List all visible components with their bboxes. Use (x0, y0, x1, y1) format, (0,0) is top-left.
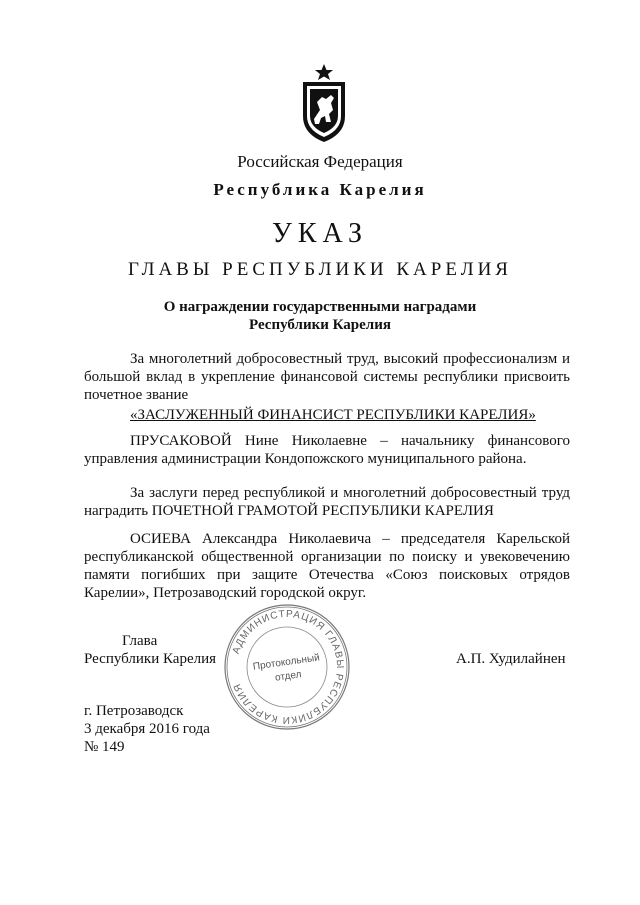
country-name: Российская Федерация (237, 152, 403, 171)
subject-line-2: Республики Карелия (249, 317, 391, 333)
subject-line-1: О награждении государственными наградами (163, 299, 477, 315)
document-number: № 149 (84, 739, 125, 755)
award-title: «ЗАСЛУЖЕННЫЙ ФИНАНСИСТ РЕСПУБЛИКИ КАРЕЛИЯ» (130, 407, 536, 423)
paragraph-awardee-1: ПРУСАКОВОЙ Нине Николаевне – начальнику финансового управления администрации Кондопожского муниципального района. (84, 433, 570, 467)
official-stamp (222, 602, 352, 732)
signatory-position-line-2: Республики Карелия (84, 651, 217, 667)
stamp-seal-icon (222, 602, 352, 732)
award-title-line (84, 406, 570, 424)
issue-city: г. Петрозаводск (84, 703, 184, 719)
stamp-ring-text: АДМИНИСТРАЦИЯ ГЛАВЫ РЕСПУБЛИКИ КАРЕЛИЯ (230, 608, 346, 726)
decree-subject (0, 298, 640, 334)
republic-name: Республика Карелия (213, 180, 427, 199)
stamp-center-line-2: отдел (274, 669, 303, 684)
paragraph-awardee-2: ОСИЕВА Александра Николаевича – председателя Карельской республиканской общественной организации по поиску и увековечению памяти погибших при защите Отечества «Союз поисковых отрядов Карелии», Петрозаводский городской округ. (84, 531, 570, 601)
stamp-center-line-1: Протокольный (252, 652, 321, 673)
signatory-position-line-1: Глава (122, 633, 158, 649)
karelia-coat-of-arms-icon (298, 64, 350, 144)
paragraph-certificate-reason: За заслуги перед республикой и многолетний добросовестный труд наградить ПОЧЕТНОЙ ГРАМОТОЙ РЕСПУБЛИКИ КАРЕЛИЯ (84, 485, 570, 519)
paragraph-award-reason: За многолетний добросовестный труд, высокий профессионализм и большой вклад в укрепление финансовой системы республики присвоить почетное звание (84, 351, 570, 403)
issuer-title: ГЛАВЫ РЕСПУБЛИКИ КАРЕЛИЯ (128, 259, 512, 280)
signatory-name: А.П. Худилайнен (456, 651, 566, 667)
document-type: УКАЗ (271, 218, 369, 249)
issue-date: 3 декабря 2016 года (84, 721, 210, 737)
